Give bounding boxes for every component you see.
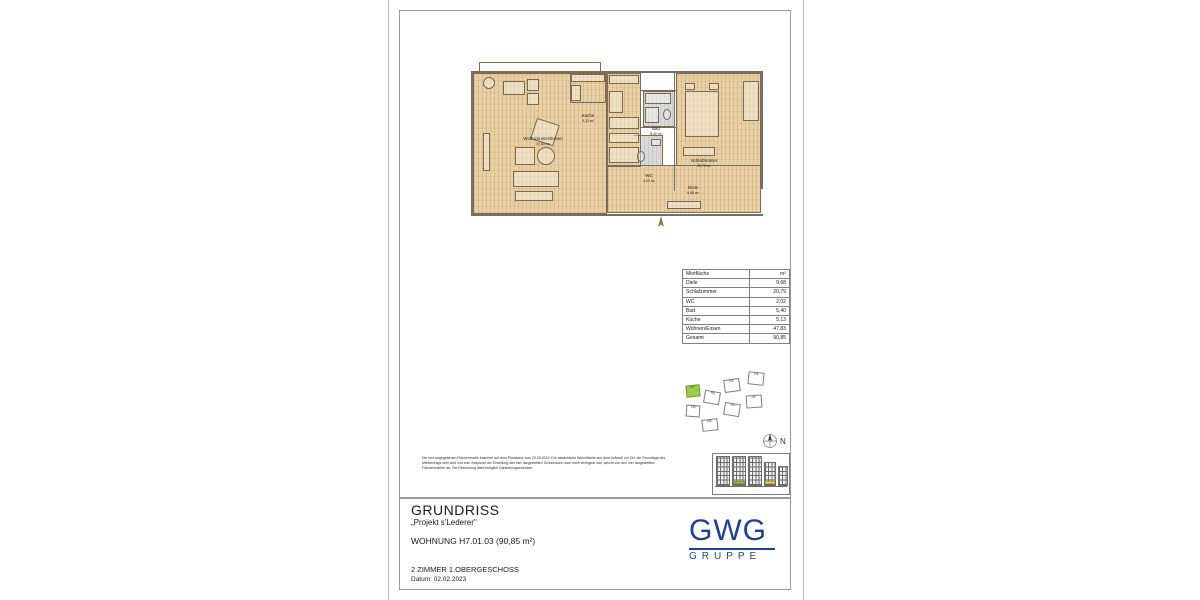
room-area-text: 5,40 m²: [650, 131, 662, 136]
room-label-kueche: [563, 113, 613, 123]
plan-sheet: [388, 0, 804, 600]
furniture-bedroom-dresser: [683, 147, 715, 156]
row-label: Wohnen/Essen: [683, 325, 750, 334]
row-label: Bad: [683, 306, 750, 315]
elevation-column-3: [748, 456, 762, 486]
room-label-text: WC: [645, 173, 653, 178]
project-name: „Projekt s'Lederer": [411, 518, 477, 527]
room-label-wohnzimmer: [503, 136, 583, 146]
logo-divider: [689, 548, 775, 550]
drawing-frame: [399, 10, 791, 498]
furniture-wc-bowl-2: [637, 151, 645, 162]
room-label-text: Bad: [652, 126, 660, 131]
elevation-highlight-yellow: [765, 481, 775, 484]
partition-8: [570, 102, 607, 103]
room-area-text: 2,02 m²: [643, 178, 655, 183]
row-label: WC: [683, 297, 750, 306]
room-label-text: Schlafzimmer: [690, 158, 718, 163]
row-value: 20,79: [750, 288, 790, 297]
furniture-desk: [503, 81, 525, 95]
site-plan: [686, 369, 790, 451]
table-row: [683, 306, 790, 315]
site-building-h3[interactable]: [723, 378, 741, 393]
room-label-wc: [621, 173, 677, 183]
header-unit: m²: [750, 270, 790, 279]
site-building-h2[interactable]: [746, 394, 763, 408]
table-row: [683, 288, 790, 297]
table-row: [683, 279, 790, 288]
balcony-rail: [479, 62, 601, 72]
table-row-total: [683, 334, 790, 343]
furniture-shaft: [609, 91, 623, 113]
site-building-label: H3: [728, 378, 734, 384]
elevation-ground-line: [715, 486, 787, 491]
site-building-h6[interactable]: [701, 418, 718, 432]
furniture-shower: [645, 107, 659, 123]
furniture-kitchen-counter: [571, 74, 605, 82]
room-label-text: Wohnzimmer/Essen: [523, 136, 563, 141]
site-building-label: H4: [730, 402, 736, 408]
room-count-floor: 2 ZIMMER 1.OBERGESCHOSS: [411, 565, 519, 574]
furniture-wc-bowl: [663, 109, 671, 120]
row-value: 2,02: [750, 297, 790, 306]
site-building-label: H6: [707, 418, 712, 424]
row-label: Gesamt: [683, 334, 750, 343]
logo-subtitle: GRUPPE: [689, 551, 762, 562]
building-elevation-key: [712, 453, 790, 495]
site-building-h7[interactable]: [685, 384, 700, 397]
unit-designation: WOHNUNG H7.01.03 (90,85 m²): [411, 536, 536, 546]
gwg-logo: [689, 516, 775, 562]
room-area-text: 9,68 m²: [687, 190, 699, 195]
room-area-text: 47,83 m²: [536, 141, 550, 146]
north-arrow-plan: [657, 216, 665, 230]
partition-6: [640, 90, 676, 91]
room-label-diele: [663, 185, 723, 195]
site-building-label: H7: [690, 384, 695, 390]
north-arrow-icon: [657, 216, 665, 228]
plan-date: Datum: 02.02.2023: [411, 576, 467, 583]
room-area-text: 20,79 m²: [697, 163, 711, 168]
disclaimer-text: Die hier angegebenen Flächenmaße basieren auf dem Planstand vom 20.09.2019. Die tatsächliche Wohnfläche aus dem Aufmaß vor Ort, die Grundlage des Mietvertrags sein wird und zum Zeitpunkt der Erstellung des hier dargestellten Grundrisses noch nicht verfügbar war, weicht von den hier dargestellten Flächenmaßen ab. Die Einrichtung dient lediglich Darstellungszwecken.: [422, 456, 666, 471]
partition-1: [606, 73, 607, 214]
site-building-label: H1: [754, 371, 759, 377]
row-value: 90,85: [750, 334, 790, 343]
row-value: 5,40: [750, 306, 790, 315]
furniture-sofa: [513, 171, 559, 187]
room-label-bad: [626, 126, 686, 136]
room-area-text: 5,13 m²: [582, 118, 594, 123]
page-title: GRUNDRISS: [411, 502, 500, 518]
table-row: [683, 297, 790, 306]
svg-text:N: N: [780, 437, 786, 446]
wall-bottom: [471, 214, 763, 216]
site-building-h1[interactable]: [747, 371, 764, 386]
table-row: [683, 315, 790, 324]
furniture-wardrobe: [743, 81, 759, 121]
furniture-armchair-1: [515, 147, 535, 165]
table-row: [683, 325, 790, 334]
row-value: 9,68: [750, 279, 790, 288]
header-label: Mietfläche: [683, 270, 750, 279]
elevation-column-5: [778, 466, 788, 486]
furniture-chair-1: [527, 79, 539, 91]
logo-wordmark: GWG: [689, 514, 767, 547]
row-value: 47,83: [750, 325, 790, 334]
row-label: Diele: [683, 279, 750, 288]
site-building-h8[interactable]: [686, 405, 701, 418]
wall-right: [761, 71, 763, 189]
area-table: [682, 269, 790, 344]
furniture-chair-2: [527, 93, 539, 105]
furniture-side-table: [483, 77, 495, 89]
room-label-text: Küche: [581, 113, 595, 118]
furniture-closet-1: [609, 75, 639, 84]
row-label: Küche: [683, 315, 750, 324]
furniture-bed: [685, 91, 719, 137]
elevation-column-1: [716, 456, 730, 486]
floor-plan: [471, 61, 763, 226]
compass-rose: [762, 433, 788, 449]
furniture-coffee-table: [537, 147, 555, 165]
site-building-h4[interactable]: [723, 402, 741, 417]
furniture-sideboard: [483, 133, 490, 171]
furniture-cabinet: [515, 191, 553, 201]
furniture-hall-bench: [667, 201, 701, 209]
furniture-kitchen-block: [571, 85, 581, 101]
room-label-text: Diele: [687, 185, 698, 190]
furniture-nightstand-1: [685, 83, 695, 90]
room-label-schlafzimmer: [664, 158, 744, 168]
furniture-nightstand-2: [709, 83, 719, 90]
elevation-highlight-green: [733, 481, 745, 484]
table-header-row: [683, 270, 790, 279]
furniture-bathtub: [645, 93, 671, 104]
site-building-label: H8: [690, 404, 696, 410]
compass-icon: [762, 433, 788, 449]
site-building-label: H5: [710, 390, 716, 396]
site-building-label: H2: [751, 394, 756, 400]
site-building-h5[interactable]: [703, 390, 721, 406]
row-label: Schlafzimmer: [683, 288, 750, 297]
row-value: 5,13: [750, 315, 790, 324]
furniture-closet-4: [609, 147, 639, 163]
furniture-washbasin: [651, 139, 661, 146]
